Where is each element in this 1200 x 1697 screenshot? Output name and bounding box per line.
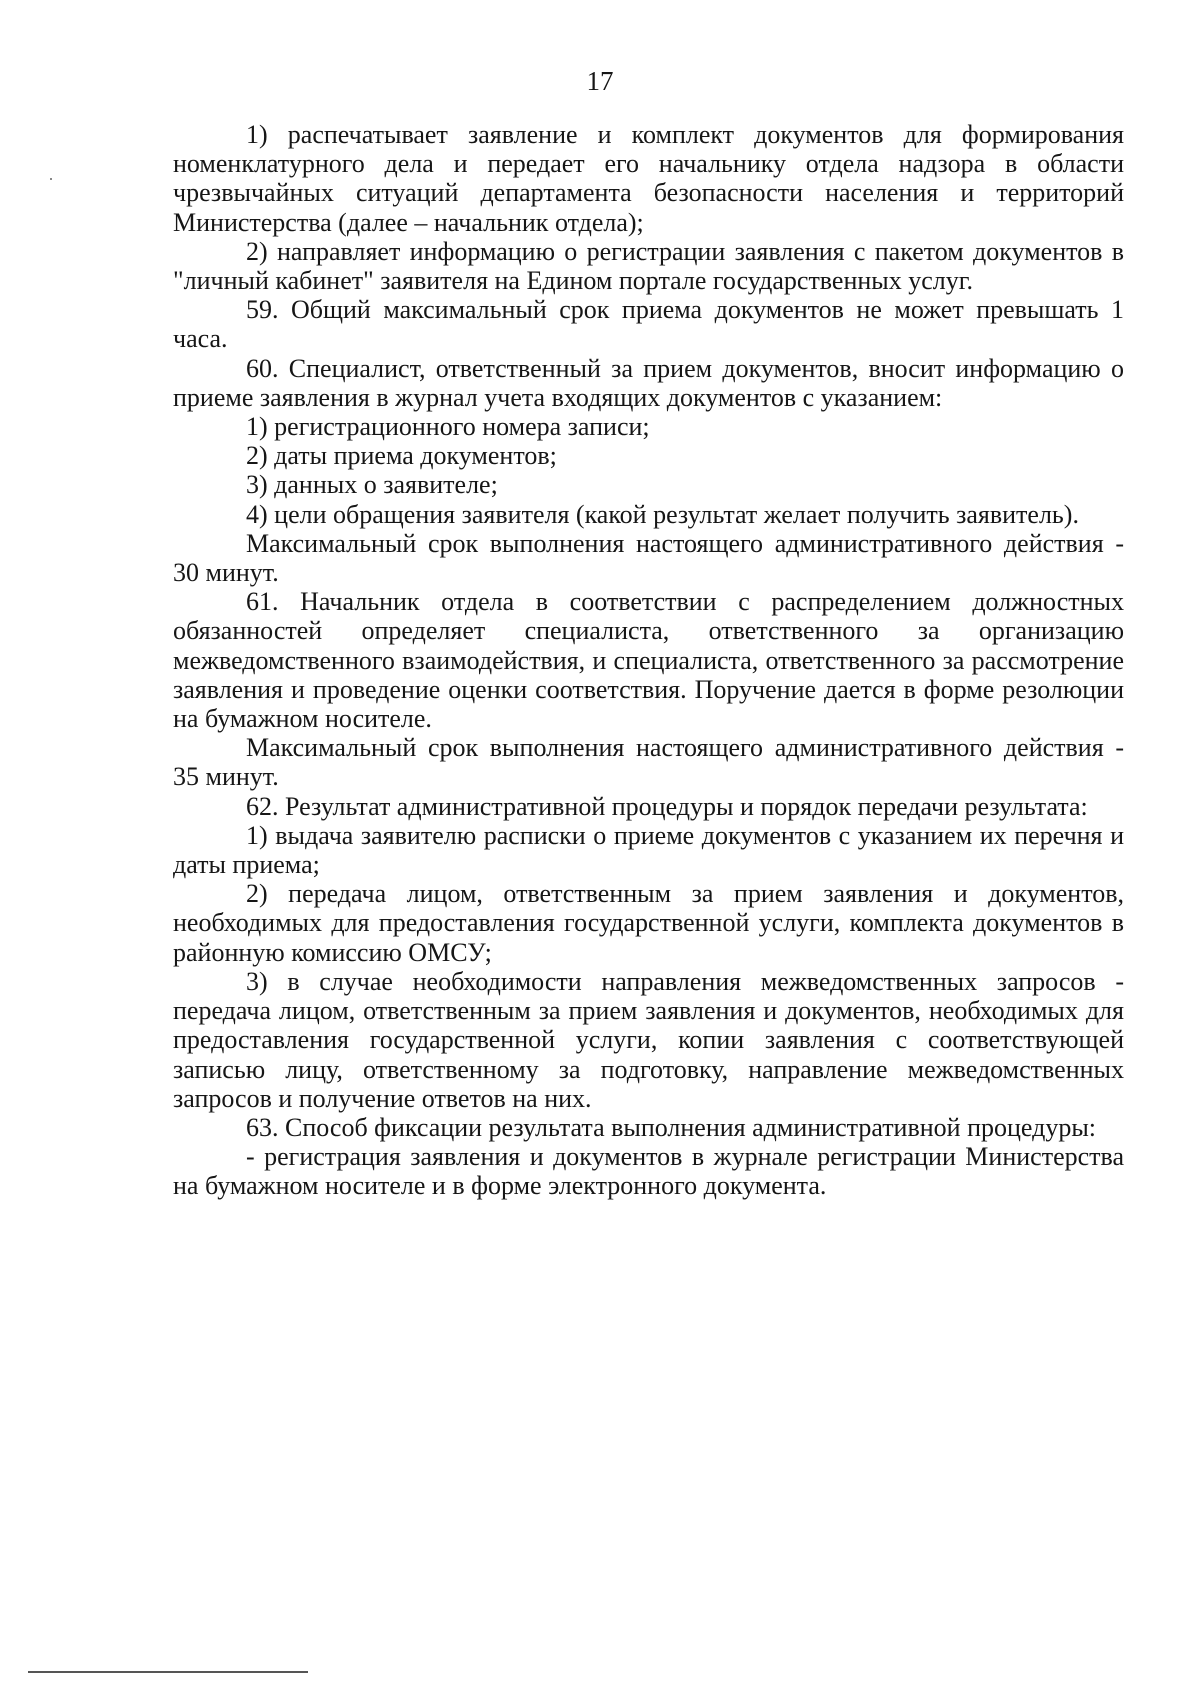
paragraph: 1) выдача заявителю расписки о приеме документов с указанием их перечня и даты приема; xyxy=(173,820,1124,880)
paragraph: 3) в случае необходимости направления межведомственных запросов - передача лицом, ответственным за прием заявления и документов, необходимых для предоставления государственной услуги, копии заявления с соответствующей записью лицу, ответственному за подготовку, направление межведомственных запросов и получение ответов на них. xyxy=(173,966,1124,1113)
paragraph: 61. Начальник отдела в соответствии с распределением должностных обязанностей определяет специалиста, ответственного за организацию межведомственного взаимодействия, и специалиста, ответственного за рассмотрение заявления и проведение оценки соответствия. Поручение дается в форме резолюции на бумажном носителе. xyxy=(173,587,1124,734)
paragraph: 59. Общий максимальный срок приема документов не может превышать 1 часа. xyxy=(173,295,1124,354)
paragraph: 63. Способ фиксации результата выполнения административной процедуры: xyxy=(246,1112,1097,1142)
scan-speck xyxy=(50,178,52,180)
paragraph: - регистрация заявления и документов в журнале регистрации Министерства на бумажном носителе и в форме электронного документа. xyxy=(173,1142,1124,1201)
footer-rule xyxy=(28,1671,308,1673)
document-body xyxy=(173,120,1124,1201)
paragraph: 1) регистрационного номера записи; xyxy=(246,412,650,442)
paragraph: 4) цели обращения заявителя (какой результат желает получить заявитель). xyxy=(246,499,1079,529)
paragraph: 3) данных о заявителе; xyxy=(246,470,498,500)
paragraph: Максимальный срок выполнения настоящего административного действия - 35 минут. xyxy=(173,733,1124,792)
page-number: 17 xyxy=(586,66,614,96)
paragraph: 2) направляет информацию о регистрации заявления с пакетом документов в "личный кабинет" заявителя на Едином портале государственных услуг. xyxy=(173,236,1124,296)
paragraph: 60. Специалист, ответственный за прием документов, вносит информацию о приеме заявления в журнал учета входящих документов с указанием: xyxy=(173,353,1124,412)
paragraph: 2) передача лицом, ответственным за прием заявления и документов, необходимых для предоставления государственной услуги, комплекта документов в районную комиссию ОМСУ; xyxy=(173,879,1124,967)
paragraph: 2) даты приема документов; xyxy=(246,441,557,471)
paragraph: 62. Результат административной процедуры и порядок передачи результата: xyxy=(246,791,1088,821)
paragraph: 1) распечатывает заявление и комплект документов для формирования номенклатурного дела и передает его начальнику отдела надзора в области чрезвычайных ситуаций департамента безопасности населения и территорий Министерства (далее – начальник отдела); xyxy=(173,120,1124,237)
paragraph: Максимальный срок выполнения настоящего административного действия - 30 минут. xyxy=(173,528,1124,588)
